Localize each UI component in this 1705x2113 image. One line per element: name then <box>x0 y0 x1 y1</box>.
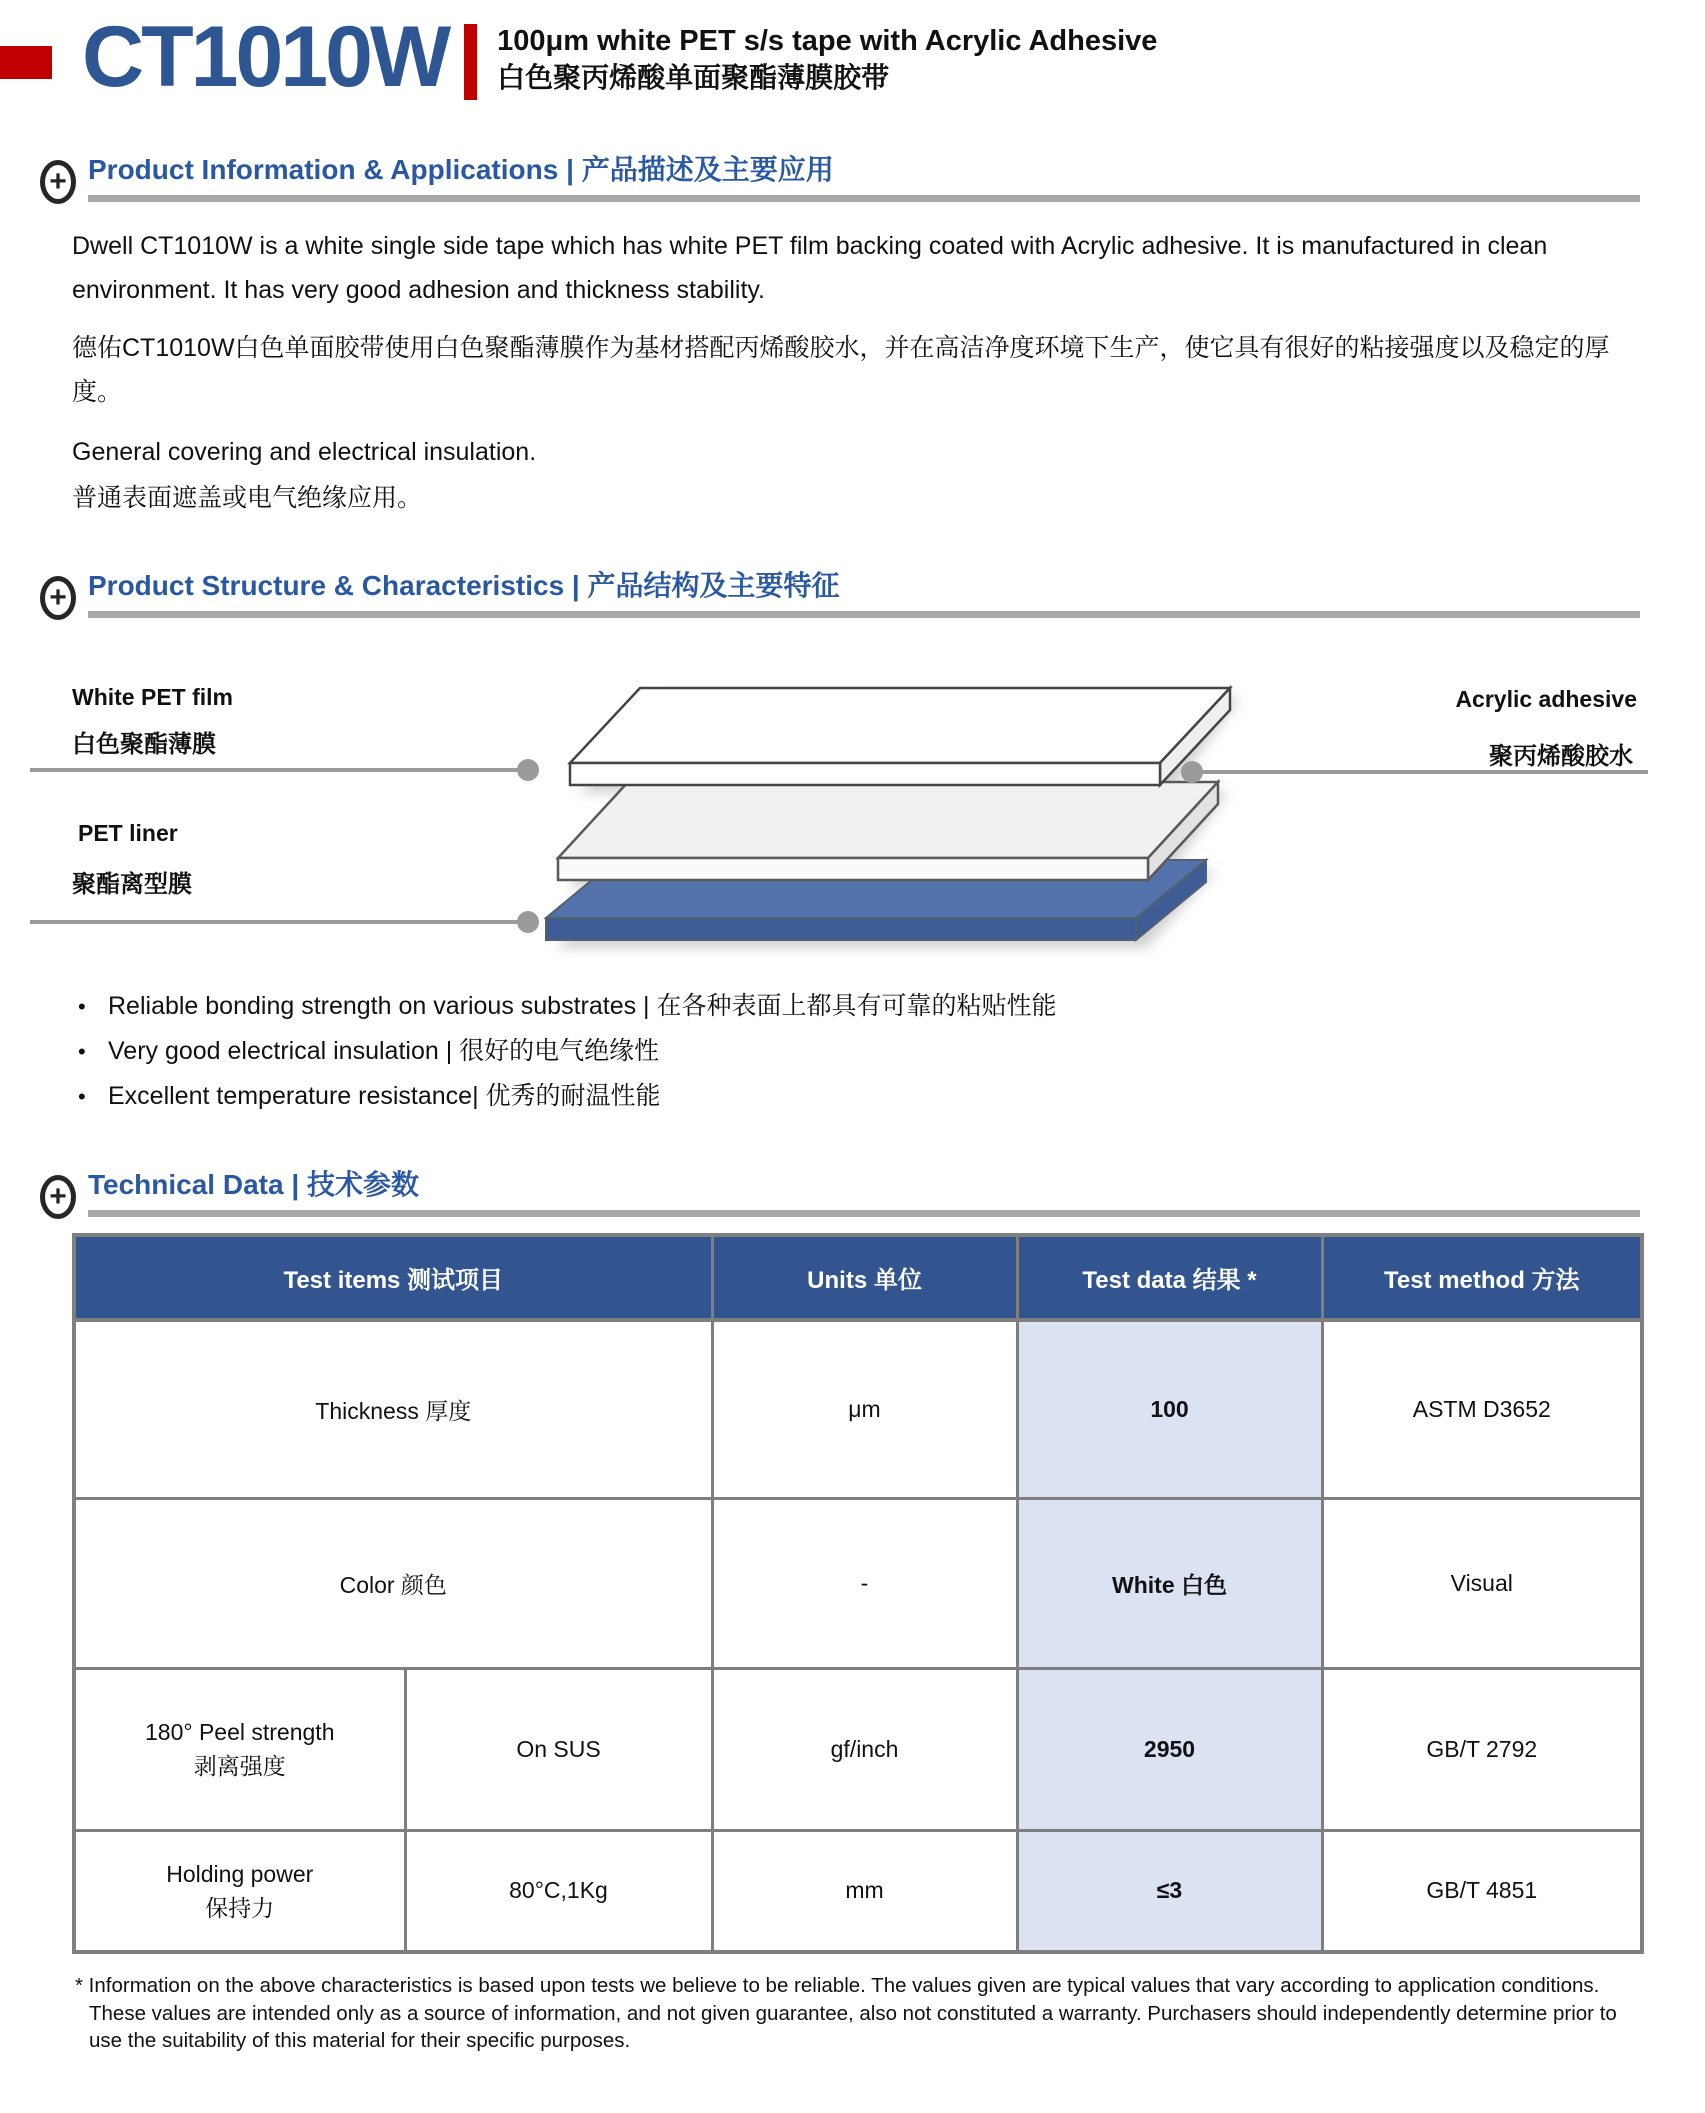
application-zh: 普通表面遮盖或电气绝缘应用。 <box>72 484 423 512</box>
red-accent-bar <box>0 46 52 79</box>
characteristics-list <box>78 984 1640 1119</box>
product-subtitle-zh: 白色聚丙烯酸单面聚酯薄膜胶带 <box>497 62 890 93</box>
cell-condition: 80°C,1Kg <box>405 1830 712 1952</box>
plus-circle-icon: + <box>40 160 76 204</box>
white-pet-film-layer <box>570 688 1230 785</box>
section-product-structure <box>40 566 1640 618</box>
cell-item-zh: 剥离强度 <box>193 1753 286 1779</box>
cell-item-zh: 保持力 <box>205 1894 275 1921</box>
cell-item: Thickness 厚度 <box>74 1320 712 1498</box>
cell-method: ASTM D3652 <box>1322 1320 1642 1498</box>
leader-dot <box>517 759 539 781</box>
table-header-row <box>74 1235 1642 1320</box>
cell-units: gf/inch <box>712 1668 1017 1830</box>
page-header <box>0 9 1705 105</box>
cell-condition: On SUS <box>405 1668 712 1830</box>
cell-units: - <box>712 1498 1017 1668</box>
section-underline <box>88 195 1640 202</box>
cell-method: GB/T 4851 <box>1322 1830 1642 1952</box>
section-title-product-information: Product Information & Applications | 产品描述及主要应用 <box>88 154 834 185</box>
bullet-icon: • <box>78 1084 86 1109</box>
technical-data-table <box>72 1233 1644 1954</box>
cell-item <box>74 1668 405 1830</box>
header-titles <box>497 22 1157 96</box>
section-technical-data <box>40 1165 1640 1217</box>
label-white-pet-film-en: White PET film <box>72 684 233 710</box>
cell-method: GB/T 2792 <box>1322 1668 1642 1830</box>
bullet-text: Very good electrical insulation | 很好的电气绝缘性 <box>108 1037 660 1065</box>
plus-circle-icon: + <box>40 576 76 620</box>
section-title-product-structure: Product Structure & Characteristics | 产品结构及主要特征 <box>88 570 840 601</box>
cell-item-en: 180° Peel strength <box>145 1719 335 1745</box>
bullet-text: Excellent temperature resistance| 优秀的耐温性能 <box>108 1082 661 1110</box>
plus-circle-icon: + <box>40 1175 76 1219</box>
label-acrylic-adhesive-en: Acrylic adhesive <box>1455 686 1637 712</box>
description-zh: 德佑CT1010W白色单面胶带使用白色聚酯薄膜作为基材搭配丙烯酸胶水，并在高洁净度环境下生产，使它具有很好的粘接强度以及稳定的厚度。 <box>72 334 1610 406</box>
cell-item-en: Holding power <box>166 1860 314 1887</box>
technical-data-table-wrap <box>72 1233 1640 1954</box>
label-white-pet-film-zh: 白色聚酯薄膜 <box>72 731 216 758</box>
application-en: General covering and electrical insulation. <box>72 438 537 466</box>
section-title-technical-data: Technical Data | 技术参数 <box>88 1169 419 1200</box>
col-header-units: Units 单位 <box>712 1235 1017 1320</box>
label-pet-liner-en: PET liner <box>78 820 178 846</box>
list-item <box>78 1074 1640 1119</box>
cell-method: Visual <box>1322 1498 1642 1668</box>
table-row <box>74 1320 1642 1498</box>
bullet-icon: • <box>78 994 86 1019</box>
tape-structure-diagram <box>0 660 1705 960</box>
table-row <box>74 1830 1642 1952</box>
table-row <box>74 1498 1642 1668</box>
cell-units: μm <box>712 1320 1017 1498</box>
acrylic-adhesive-layer <box>558 782 1218 880</box>
col-header-test-method: Test method 方法 <box>1322 1235 1642 1320</box>
label-acrylic-adhesive-zh: 聚丙烯酸胶水 <box>1489 743 1633 770</box>
label-pet-liner-zh: 聚酯离型膜 <box>72 871 192 898</box>
cell-units: mm <box>712 1830 1017 1952</box>
cell-value: 2950 <box>1017 1668 1322 1830</box>
layer-stack-graphic <box>0 660 1705 960</box>
product-information-body <box>72 224 1640 520</box>
red-divider-bar <box>464 24 477 100</box>
col-header-test-items: Test items 测试项目 <box>74 1235 712 1320</box>
cell-value: 100 <box>1017 1320 1322 1498</box>
cell-value: White 白色 <box>1017 1498 1322 1668</box>
cell-item <box>74 1830 405 1952</box>
section-underline <box>88 611 1640 618</box>
list-item <box>78 984 1640 1029</box>
footnote: * Information on the above characteristics is based upon tests we believe to be reliable. The values given are typical values that vary according to application conditions. These values are intended only as a source of information, and not given guarantee, also not constituted a warranty. Purchasers should independently determine prior to use the suitability of this material for their specific purposes. <box>75 1974 1617 2052</box>
product-code: CT1010W <box>82 9 449 105</box>
cell-value: ≤3 <box>1017 1830 1322 1952</box>
table-row <box>74 1668 1642 1830</box>
bullet-text: Reliable bonding strength on various substrates | 在各种表面上都具有可靠的粘贴性能 <box>108 992 1057 1020</box>
product-subtitle-en: 100μm white PET s/s tape with Acrylic Adhesive <box>497 25 1158 57</box>
cell-item: Color 颜色 <box>74 1498 712 1668</box>
list-item <box>78 1029 1640 1074</box>
leader-dot <box>517 911 539 933</box>
col-header-test-data: Test data 结果 * <box>1017 1235 1322 1320</box>
description-en: Dwell CT1010W is a white single side tape which has white PET film backing coated with Acrylic adhesive. It is manufactured in clean environment. It has very good adhesion and thickness stability. <box>72 232 1548 304</box>
bullet-icon: • <box>78 1039 86 1064</box>
section-product-information <box>40 150 1640 202</box>
section-underline <box>88 1210 1640 1217</box>
